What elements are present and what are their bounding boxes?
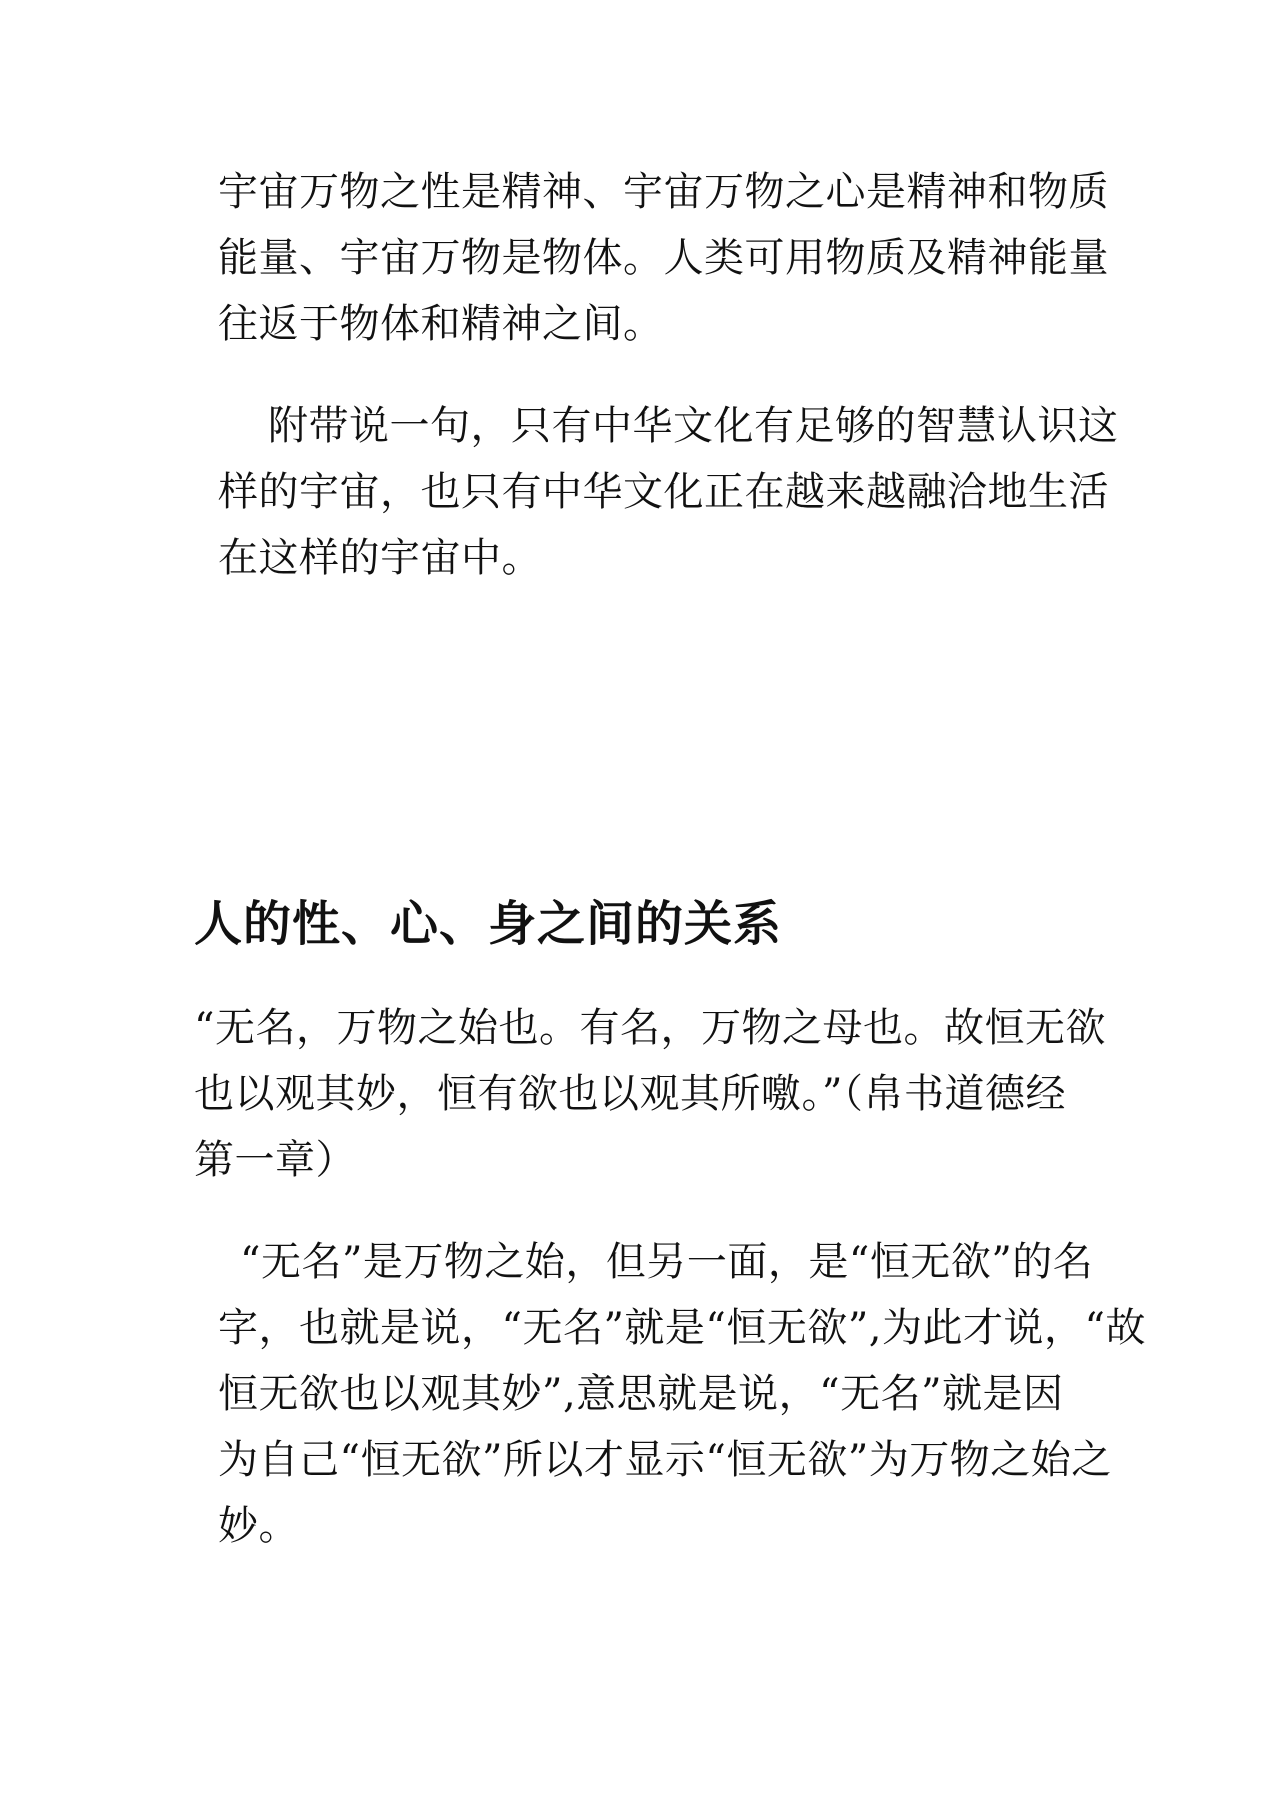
paragraph-line: 能量、宇宙万物是物体。人类可用物质及精神能量 <box>218 235 1109 281</box>
commentary-line: 为自己“恒无欲”所以才显示“恒无欲”为万物之始之 <box>218 1437 1112 1483</box>
paragraph-line: 在这样的宇宙中。 <box>218 535 542 581</box>
section-heading: 人的性、心、身之间的关系 <box>194 896 783 952</box>
paragraph-line: 宇宙万物之性是精神、宇宙万物之心是精神和物质 <box>218 169 1109 215</box>
quote-line: 也以观其妙，恒有欲也以观其所噭。”（帛书道德经 <box>194 1071 1066 1117</box>
commentary-line: “无名”是万物之始，但另一面，是“恒无欲”的名 <box>240 1239 1094 1285</box>
commentary-line: 恒无欲也以观其妙”,意思就是说，“无名”就是因 <box>218 1371 1064 1417</box>
paragraph-line: 样的宇宙，也只有中华文化正在越来越融洽地生活 <box>218 469 1109 515</box>
paragraph-line: 往返于物体和精神之间。 <box>218 301 664 347</box>
commentary-line: 字，也就是说，“无名”就是“恒无欲”,为此才说，“故 <box>218 1305 1146 1351</box>
paragraph-line: 附带说一句，只有中华文化有足够的智慧认识这 <box>268 403 1119 449</box>
quote-line: 第一章） <box>194 1137 356 1183</box>
quote-line: “无名，万物之始也。有名，万物之母也。故恒无欲 <box>194 1005 1106 1051</box>
commentary-line: 妙。 <box>218 1503 299 1549</box>
